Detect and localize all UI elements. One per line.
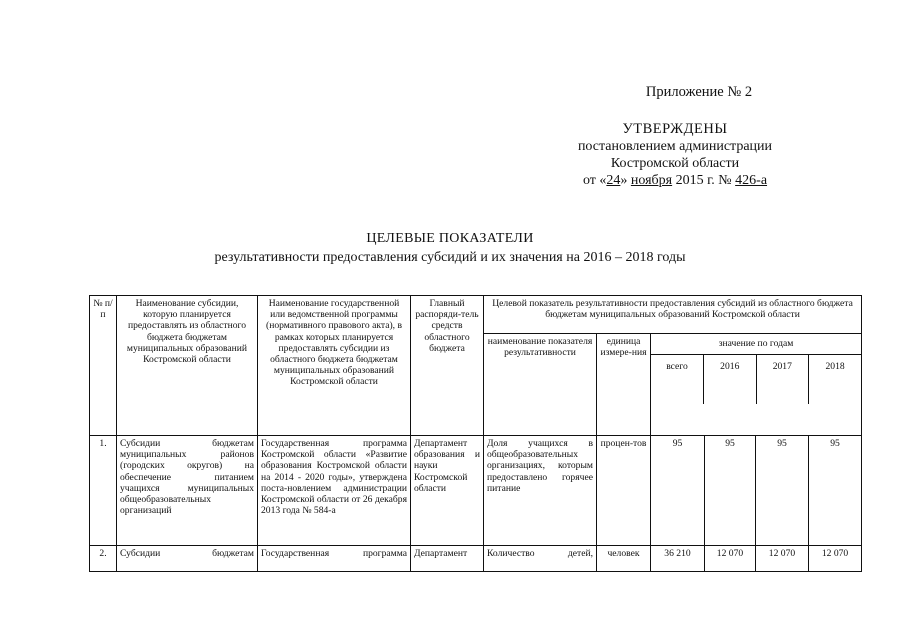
table-row [90,436,862,546]
header-num: № п/п [90,296,117,436]
row-subsidy: Субсидии бюджетам [117,546,258,572]
row-num: 1. [90,436,117,546]
row-manager: Департамент [411,546,484,572]
date-year: 2015 г. № [672,173,736,188]
row-unit: процен-тов [597,436,651,546]
row-2017: 95 [756,436,809,546]
target-indicators-table [89,295,862,572]
row-2016: 12 070 [705,546,756,572]
document-title: ЦЕЛЕВЫЕ ПОКАЗАТЕЛИ [366,231,534,246]
date-prefix: от « [582,173,607,188]
row-num: 2. [90,546,117,572]
row-program: Государственная программа Костромской области «Развитие образования Костромской области на 2014 - 2020 годы», утвержденa поста-новлением администрации Костромской области от 26 декабря 2013 года № 584-а [258,436,411,546]
approved-region-line: Костромской области [610,156,740,171]
row-indicator: Количество детей, [484,546,597,572]
row-program: Государственная программа [258,546,411,572]
approved-label: УТВЕРЖДЕНЫ [622,121,728,137]
row-2018: 12 070 [809,546,862,572]
row-2018: 95 [809,436,862,546]
header-target: Целевой показатель результативности предоставления субсидий из областного бюджета бюджетам муниципальных образований Костромской области [484,296,862,334]
date-mid: » [620,173,631,188]
document-subtitle: результативности предоставления субсидий и их значения на 2016 – 2018 годы [214,250,686,265]
row-subsidy: Субсидии бюджетам муниципальных районов (городских округов) на обеспечение питанием учащихся муниципальных общеобразовательных организаций [117,436,258,546]
row-total: 36 210 [651,546,705,572]
row-total: 95 [651,436,705,546]
appendix-number: Приложение № 2 [645,84,753,100]
header-unit: единица измере-ния [597,334,651,436]
header-program: Наименование государственной или ведомственной программы (нормативного правового акта), в рамках которых планируется предоставлять субсидии из областного бюджета бюджетам муниципальных образований Костромской области [258,296,411,436]
approval-date-line [560,172,790,189]
date-month: ноября [630,173,673,188]
row-indicator: Доля учащихся в общеобразовательных организациях, которым предоставлено горячее питание [484,436,597,546]
date-day: 24 [606,173,621,188]
header-values-by-year: значение по годам [651,334,861,354]
header-indicator: наименование показателя результативности [484,334,597,436]
header-subsidy: Наименование субсидии, которую планируется предоставлять из областного бюджета бюджетам муниципальных образований Костромской области [117,296,258,436]
row-manager: Департамент образования и науки Костромской области [411,436,484,546]
row-2017: 12 070 [756,546,809,572]
header-values-cell [651,334,862,436]
approval-block [560,84,790,189]
header-total: всего [651,354,704,404]
table-row [90,546,862,572]
header-2016: 2016 [704,354,757,404]
row-unit: человек [597,546,651,572]
row-2016: 95 [705,436,756,546]
decree-number: 426-а [735,173,768,188]
header-2018: 2018 [825,360,845,372]
header-values-subtable [651,334,861,404]
header-2017: 2017 [756,354,809,404]
document-heading [150,229,750,267]
approved-by-line: постановлением администрации [577,139,773,154]
header-manager: Главный распоряди-тель средств областного бюджета [411,296,484,436]
